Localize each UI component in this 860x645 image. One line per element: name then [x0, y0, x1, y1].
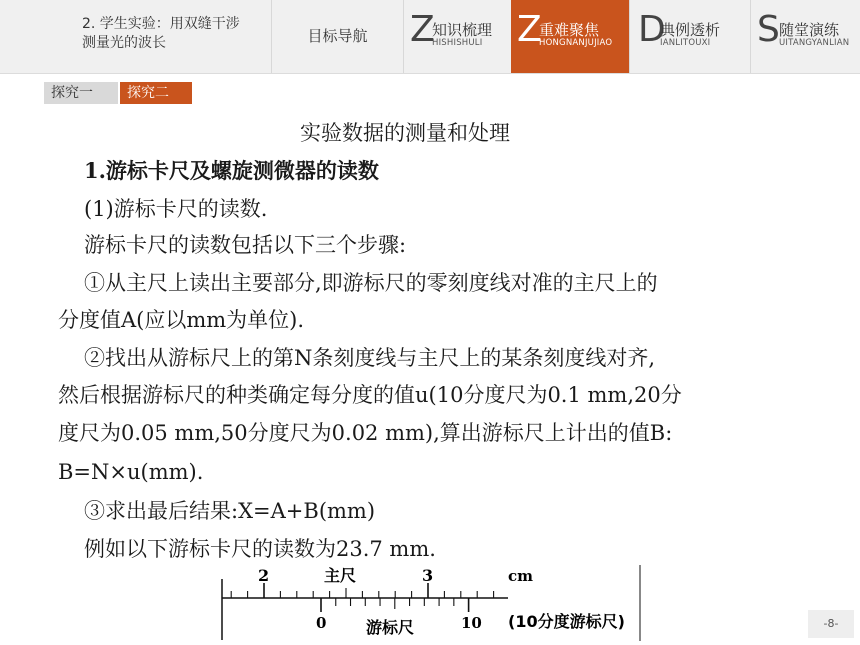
tab-key-points[interactable] — [511, 0, 630, 73]
paragraph-line: ①从主尺上读出主要部分,即游标尺的零刻度线对准的主尺上的 — [84, 271, 658, 295]
unit-label: cm — [508, 567, 534, 585]
top-navigation — [0, 0, 860, 74]
tab-examples[interactable] — [632, 0, 751, 73]
main-tick-label-3: 3 — [422, 566, 434, 585]
main-scale-label: 主尺 — [324, 566, 357, 585]
tab-pinyin: IANLITOUXI — [660, 38, 711, 48]
tab-pinyin: HISHISHULI — [432, 38, 483, 48]
vernier-tick-label-10: 10 — [461, 614, 482, 632]
paragraph-line: 例如以下游标卡尺的读数为23.7 mm. — [84, 537, 436, 561]
tab-letter: S — [757, 9, 780, 50]
tab-letter: Z — [517, 9, 542, 50]
subsection-heading: 1.游标卡尺及螺旋测微器的读数 — [84, 158, 379, 183]
page-number: -8- — [808, 610, 854, 638]
tab-pinyin: UITANGYANLIAN — [779, 38, 850, 48]
vernier-caliper-figure — [218, 565, 643, 641]
paragraph-line: 分度值A(应以mm为单位). — [58, 308, 305, 332]
tab-pinyin: HONGNANJUJIAO — [539, 38, 613, 48]
vernier-type-label: (10分度游标尺) — [508, 612, 625, 631]
section-title: 实验数据的测量和处理 — [300, 121, 510, 145]
paragraph-line: B=N×u(mm). — [58, 460, 204, 484]
vernier-scale-label: 游标尺 — [366, 618, 415, 637]
tab-label: 随堂演练 — [779, 21, 840, 39]
subtab-explore-two[interactable]: 探究二 — [120, 82, 192, 104]
subtab-explore-one[interactable]: 探究一 — [44, 82, 118, 104]
paragraph-line: 度尺为0.05 mm,50分度尺为0.02 mm),算出游标尺上计出的值B: — [58, 421, 673, 445]
lesson-title-line1: 2. 学生实验：用双缝干涉 — [82, 16, 240, 32]
paragraph-line: ②找出从游标尺上的第N条刻度线与主尺上的某条刻度线对齐, — [84, 346, 656, 370]
tab-label: 知识梳理 — [432, 21, 493, 39]
tab-knowledge[interactable] — [404, 0, 523, 73]
lesson-title[interactable] — [0, 0, 272, 73]
vernier-tick-label-0: 0 — [316, 614, 327, 632]
paragraph-line: (1)游标卡尺的读数. — [84, 197, 268, 221]
paragraph-line: 然后根据游标尺的种类确定每分度的值u(10分度尺为0.1 mm,20分 — [58, 383, 682, 407]
paragraph-line: ③求出最后结果:X=A+B(mm) — [84, 499, 376, 523]
tab-label: 重难聚焦 — [539, 21, 600, 39]
lesson-title-line2: 测量光的波长 — [82, 35, 166, 51]
tab-practice[interactable] — [751, 0, 860, 73]
paragraph-line: 游标卡尺的读数包括以下三个步骤: — [84, 233, 407, 257]
tab-letter: D — [638, 9, 666, 50]
main-tick-label-2: 2 — [258, 566, 270, 585]
tab-letter: Z — [410, 9, 435, 50]
nav-goal-button[interactable]: 目标导航 — [272, 0, 404, 73]
tab-label: 典例透析 — [660, 21, 721, 39]
